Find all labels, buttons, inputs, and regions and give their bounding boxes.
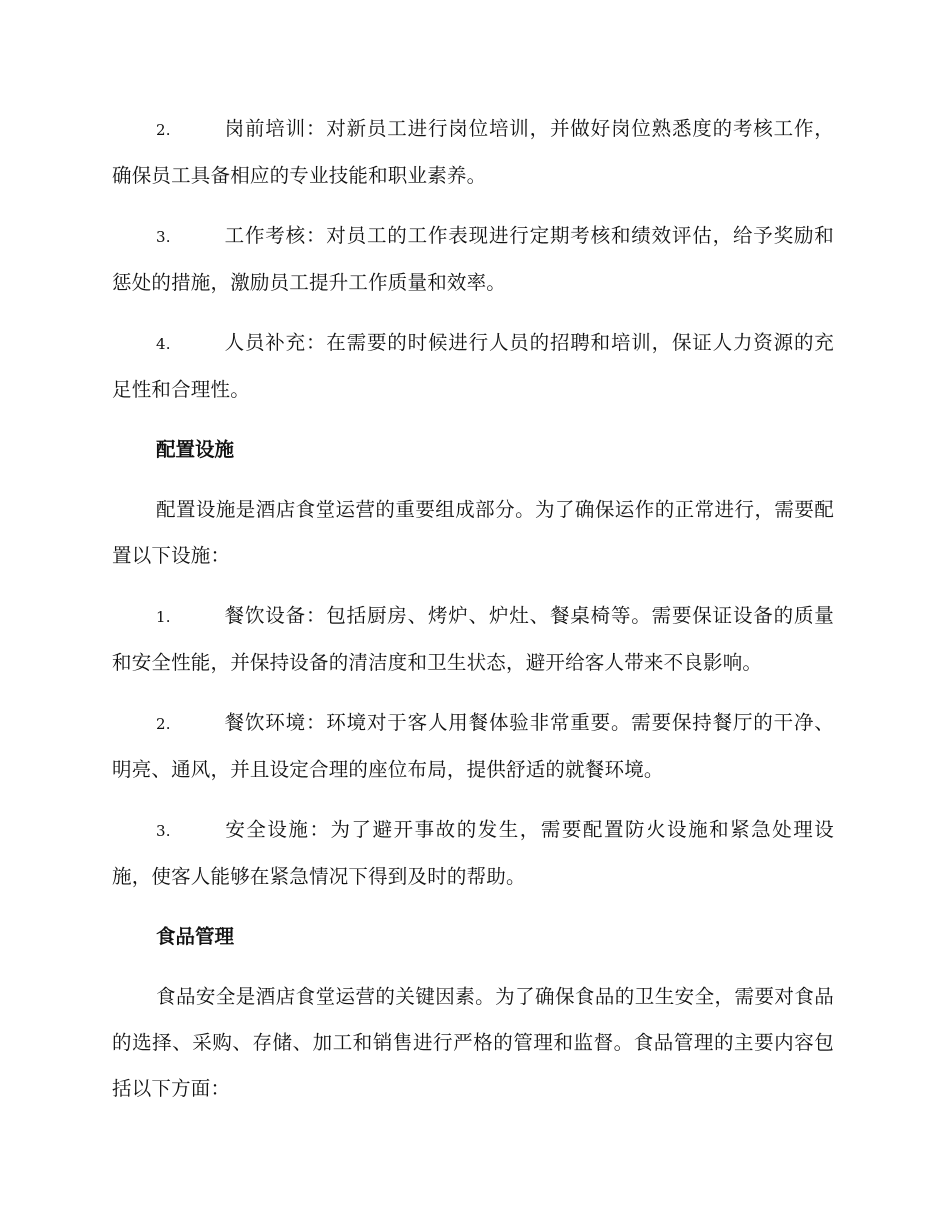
list-item bbox=[112, 320, 834, 413]
section-intro-food-management: 食品安全是酒店食堂运营的关键因素。为了确保食品的卫生安全，需要对食品的选择、采购、存储、加工和销售进行严格的管理和监督。食品管理的主要内容包括以下方面： bbox=[112, 985, 834, 1100]
section-intro-facilities: 配置设施是酒店食堂运营的重要组成部分。为了确保运作的正常进行，需要配置以下设施： bbox=[112, 498, 834, 567]
list-text: 人员补充：在需要的时候进行人员的招聘和培训，保证人力资源的充足性和合理性。 bbox=[112, 331, 834, 401]
list-text: 安全设施：为了避开事故的发生，需要配置防火设施和紧急处理设施，使客人能够在紧急情况下得到及时的帮助。 bbox=[112, 818, 834, 888]
list-text: 岗前培训：对新员工进行岗位培训，并做好岗位熟悉度的考核工作，确保员工具备相应的专业技能和职业素养。 bbox=[112, 117, 834, 187]
list-number: 3. bbox=[156, 228, 171, 246]
list-item bbox=[112, 593, 834, 686]
list-item bbox=[112, 700, 834, 793]
list-number: 2. bbox=[156, 121, 171, 139]
list-item bbox=[112, 106, 834, 199]
list-text: 餐饮环境：环境对于客人用餐体验非常重要。需要保持餐厅的干净、明亮、通风，并且设定合理的座位布局，提供舒适的就餐环境。 bbox=[112, 711, 834, 781]
section-heading-facilities: 配置设施 bbox=[156, 438, 235, 461]
document-page bbox=[112, 106, 834, 1126]
list-number: 1. bbox=[156, 608, 171, 626]
list-text: 餐饮设备：包括厨房、烤炉、炉灶、餐桌椅等。需要保证设备的质量和安全性能，并保持设备的清洁度和卫生状态，避开给客人带来不良影响。 bbox=[112, 604, 834, 674]
list-text: 工作考核：对员工的工作表现进行定期考核和绩效评估，给予奖励和惩处的措施，激励员工提升工作质量和效率。 bbox=[112, 224, 834, 294]
section-heading-food-management: 食品管理 bbox=[156, 925, 235, 948]
list-number: 4. bbox=[156, 335, 171, 353]
list-item bbox=[112, 213, 834, 306]
list-number: 2. bbox=[156, 715, 171, 733]
list-item bbox=[112, 807, 834, 900]
list-number: 3. bbox=[156, 822, 171, 840]
